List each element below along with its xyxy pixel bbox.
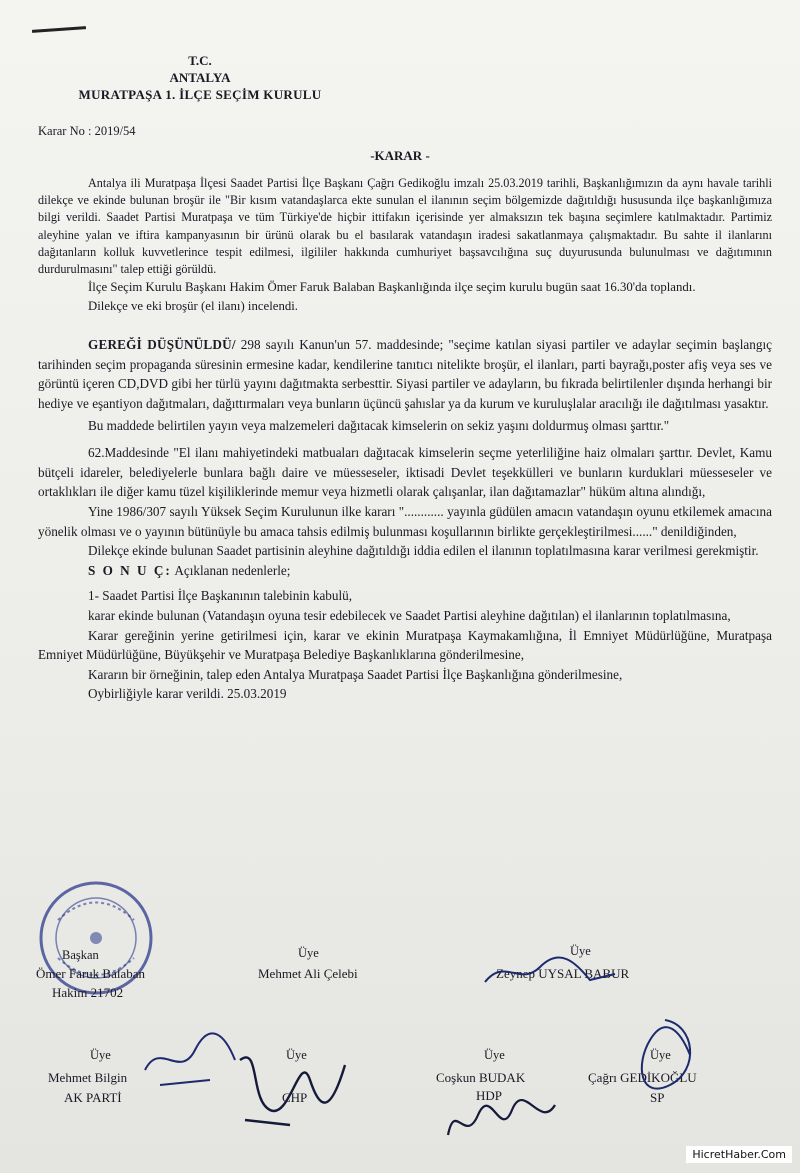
decision-body <box>38 175 772 704</box>
member-6-party: SP <box>650 1090 665 1105</box>
member-5-name: Coşkun BUDAK <box>436 1070 526 1085</box>
member-6-signature <box>620 1010 710 1100</box>
member-2-name: Zeynep UYSAL BABUR <box>496 966 630 981</box>
member-6-label: Üye <box>650 1048 671 1062</box>
member-6-name: Çağrı GEDİKOĞLU <box>588 1070 697 1085</box>
result-heading: S O N U Ç: <box>88 562 172 578</box>
member-3-signature <box>140 1030 240 1100</box>
law-57-text: 298 sayılı Kanun'un 57. maddesinde; "seçime katılan siyasi partiler ve adaylar seçimin başlangıç tarihinden seçim propaganda süresinin ermesine kadar, kendilerine tanıtıcı nitelikte broşür, el ilanları, parti bayrağı,poster afiş veya ses ve görüntü içeren CD,DVD gibi her türlü yayını dağıtmakta serbesttir. Siyasi partiler ve adayların, bu fıkrada belirtilenler dışında herhangi bir hediye ve eşantiyon dağıtmaları, dağıttırmaları veya bunların üçüncü şahıslar ya da kurum ve kuruluşlalar aracılığı ile dağıtılması yasaktır. <box>38 337 772 411</box>
member-3-party: AK PARTİ <box>64 1090 122 1105</box>
header-tc: T.C. <box>188 53 212 68</box>
president-id: Hakim 21702 <box>52 985 124 1000</box>
member-4-party: CHP <box>282 1090 308 1105</box>
paragraph-age-rule: Bu maddede belirtilen yayın veya malzemeleri dağıtacak kimselerin on sekiz yaşını doldurmuş olması şarttır." <box>88 417 670 433</box>
member-5-signature <box>440 1090 560 1150</box>
member-2-signature <box>480 952 620 992</box>
member-3-label: Üye <box>90 1048 111 1062</box>
member-5-party: HDP <box>476 1088 503 1103</box>
paragraph-ysk-ruling: Yine 1986/307 sayılı Yüksek Seçim Kurulunun ilke kararı "............ yayınla güdülen amacın vatandaşın oyunu etkilemek amacına yönelik olması ve o yayının bütünüyle bu amaca tahsis edilmiş bulunması koşullarının birlikte gerçekleştirilmesi......" denildiğinden, <box>38 503 772 539</box>
document-header <box>40 52 360 103</box>
member-5-label: Üye <box>484 1048 505 1062</box>
pen-mark <box>32 26 86 33</box>
member-4-label: Üye <box>286 1048 307 1062</box>
member-2-label: Üye <box>570 944 591 958</box>
paragraph-petition: Antalya ili Muratpaşa İlçesi Saadet Partisi İlçe Başkanı Çağrı Gedikoğlu imzalı 25.03.2019 tarihli, Başkanlığımızın da aynı havale tarihli dilekçe ve ekinde bulunan broşür ile "Bir kısım vatandaşlarca ekte sunulan el ilanının seçim bölgemizde dağıtıldığı hususunda ilçe başkanlığımıza bilgi verildi. Saadet Partisi Muratpaşa ve tüm Türkiye'de hiçbir ittifakın içerisinde yer almaksızın tek başına seçimlere katılmaktadır. Partimiz aleyhine yalan ve iftira kampanyasının bir ürünü olarak bu el basılarak vatandaşın iradesi sakatlanmaya çalışmaktadır. Bu sahte il ilanlarını dağıtanların kolluk kuvvetlerince tespit edilmesi, ilgililer hakkında cumhuriyet başsavcılığına suç duyurusunda bulunulması ve dağıtımının durdurulmasını" talep ettiği görüldü. <box>38 176 772 277</box>
decision-title: -KARAR - <box>370 148 430 163</box>
member-3-name: Mehmet Bilgin <box>48 1070 128 1085</box>
result-item-1: 1- Saadet Partisi İlçe Başkanının talebinin kabulü, <box>88 588 353 604</box>
header-board: MURATPAŞA 1. İLÇE SEÇİM KURULU <box>78 87 322 102</box>
header-city: ANTALYA <box>169 70 231 85</box>
watermark: HicretHaber.Com <box>686 1146 792 1163</box>
paragraph-review: Dilekçe ve eki broşür (el ilanı) incelendi. <box>88 299 298 314</box>
president-name: Ömer Faruk Balaban <box>36 966 146 981</box>
member-4-signature <box>230 1040 350 1130</box>
paragraph-law-62: 62.Maddesinde "El ilanı mahiyetindeki matbuaları dağıtacak kimselerin seçme yeterliliğine haiz olmaları şarttır. Devlet, Kamu bütçeli idareler, belediyelerle bunlara bağlı daire ve müesseseler, iktisadi Devlet teşekkülleri ve bunların kurduklari müesseseler ve ortaklıkları ile diğer kamu tüzel kişiliklerinde memur veya hizmetli olarak çalışanlar, ilan dağıtamazlar" hüküm altına alındığı, <box>38 445 772 500</box>
closing-statement: Oybirliğiyle karar verildi. 25.03.2019 <box>88 686 287 702</box>
considered-heading: GEREĞİ DÜŞÜNÜLDÜ/ <box>88 337 236 353</box>
paragraph-requirement: Dilekçe ekinde bulunan Saadet partisinin aleyhine dağıtıldığı iddia edilen el ilanının toplatılmasına karar verilmesi gerekmiştir. <box>88 543 759 559</box>
result-item-3: Kararın bir örneğinin, talep eden Antalya Muratpaşa Saadet Partisi İlçe Başkanlığına gönderilmesine, <box>88 666 623 682</box>
paragraph-law-57 <box>38 335 772 413</box>
decision-number: Karar No : 2019/54 <box>38 124 136 138</box>
result-text: Açıklanan nedenlerle; <box>171 562 291 578</box>
member-1-label: Üye <box>298 946 319 960</box>
paragraph-result <box>38 561 772 581</box>
result-item-2: Karar gereğinin yerine getirilmesi için, karar ve ekinin Muratpaşa Kaymakamlığına, İl Emniyet Müdürlüğüne, Muratpaşa Emniyet Müdürlüğüne, Büyükşehir ve Muratpaşa Belediye Başkanlıklarına gönderilmesine, <box>38 627 772 663</box>
member-1-name: Mehmet Ali Çelebi <box>258 966 358 981</box>
result-item-1-detail: karar ekinde bulunan (Vatandaşın oyuna tesir edebilecek ve Saadet Partisi aleyhine dağıtılan) el ilanlarının toplatılmasına, <box>88 607 731 623</box>
president-label: Başkan <box>62 948 99 962</box>
paragraph-meeting: İlçe Seçim Kurulu Başkanı Hakim Ömer Faruk Balaban Başkanlığında ilçe seçim kurulu bugün saat 16.30'da toplandı. <box>88 280 696 295</box>
